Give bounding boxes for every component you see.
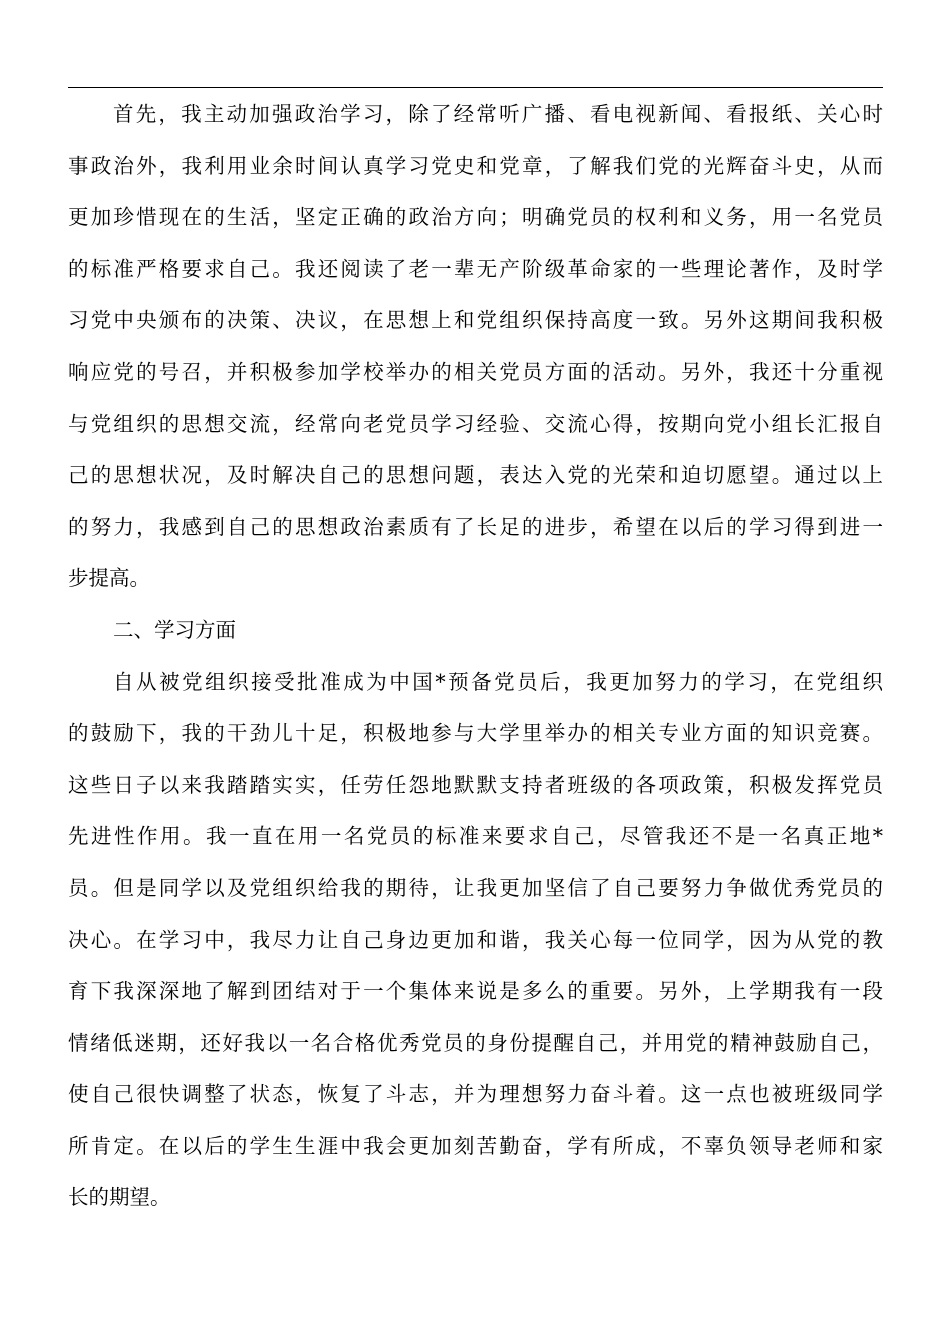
paragraph-line: 己的思想状况，及时解决自己的思想问题，表达入党的光荣和迫切愿望。通过以上 [68, 463, 883, 488]
paragraph-line: 自从被党组织接受批准成为中国*预备党员后，我更加努力的学习，在党组织 [113, 669, 883, 694]
header-rule [68, 87, 883, 88]
paragraph-line: 的标准严格要求自己。我还阅读了老一辈无产阶级革命家的一些理论著作，及时学 [68, 256, 883, 281]
paragraph-line: 决心。在学习中，我尽力让自己身边更加和谐，我关心每一位同学，因为从党的教 [68, 927, 883, 952]
paragraph-line: 使自己很快调整了状态，恢复了斗志，并为理想努力奋斗着。这一点也被班级同学 [68, 1082, 883, 1107]
paragraph-line: 先进性作用。我一直在用一名党员的标准来要求自己，尽管我还不是一名真正地* [68, 824, 883, 849]
paragraph-line: 首先，我主动加强政治学习，除了经常听广播、看电视新闻、看报纸、关心时 [113, 102, 883, 126]
paragraph-line: 响应党的号召，并积极参加学校举办的相关党员方面的活动。另外，我还十分重视 [68, 359, 883, 384]
paragraph-line: 与党组织的思想交流，经常向老党员学习经验、交流心得，按期向党小组长汇报自 [68, 411, 883, 436]
paragraph-line: 情绪低迷期，还好我以一名合格优秀党员的身份提醒自己，并用党的精神鼓励自己， [68, 1030, 883, 1055]
paragraph-line: 步提高。 [68, 566, 150, 591]
paragraph-line: 育下我深深地了解到团结对于一个集体来说是多么的重要。另外，上学期我有一段 [68, 979, 883, 1004]
paragraph-line: 所肯定。在以后的学生生涯中我会更加刻苦勤奋，学有所成，不辜负领导老师和家 [68, 1133, 883, 1158]
paragraph-line: 这些日子以来我踏踏实实，任劳任怨地默默支持者班级的各项政策，积极发挥党员 [68, 772, 883, 797]
section-heading: 二、学习方面 [113, 617, 236, 642]
document-body [68, 96, 883, 1231]
paragraph-line: 的努力，我感到自己的思想政治素质有了长足的进步，希望在以后的学习得到进一 [68, 514, 883, 539]
paragraph-line: 事政治外，我利用业余时间认真学习党史和党章，了解我们党的光辉奋斗史，从而 [68, 153, 883, 178]
paragraph-line: 的鼓励下，我的干劲儿十足，积极地参与大学里举办的相关专业方面的知识竞赛。 [68, 721, 883, 746]
paragraph-line: 习党中央颁布的决策、决议，在思想上和党组织保持高度一致。另外这期间我积极 [68, 308, 883, 333]
paragraph-line: 更加珍惜现在的生活，坚定正确的政治方向；明确党员的权利和义务，用一名党员 [68, 205, 883, 230]
paragraph-line: 长的期望。 [68, 1185, 171, 1210]
paragraph-line: 员。但是同学以及党组织给我的期待，让我更加坚信了自己要努力争做优秀党员的 [68, 875, 883, 900]
